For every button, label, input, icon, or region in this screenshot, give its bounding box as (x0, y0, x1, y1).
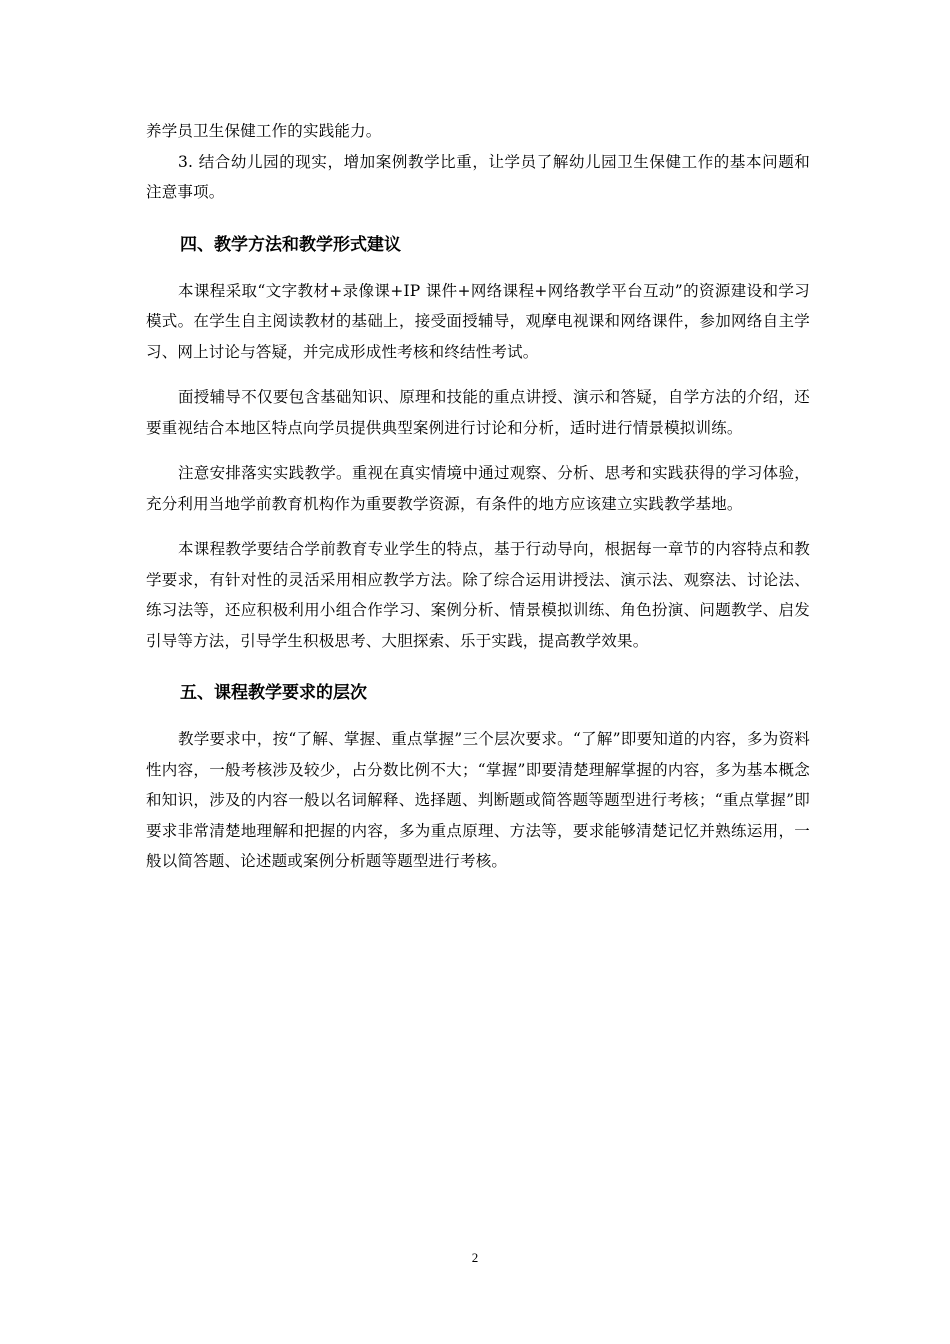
section-4-heading: 四、教学方法和教学形式建议 (180, 234, 401, 255)
section-4-paragraph-1: 本课程采取“文字教材+录像课+IP 课件+网络课程+网络教学平台互动”的资源建设和学习模式。在学生自主阅读教材的基础上，接受面授辅导，观摩电视课和网络课件，参加网络自主学习、网上讨论与答疑，并完成形成性考核和终结性考试。 (146, 281, 810, 361)
section-4-paragraph-3: 注意安排落实实践教学。重视在真实情境中通过观察、分析、思考和实践获得的学习体验，充分利用当地学前教育机构作为重要教学资源，有条件的地方应该建立实践教学基地。 (146, 464, 810, 513)
document-page (146, 116, 810, 877)
fragment-line: 养学员卫生保健工作的实践能力。 (146, 122, 382, 140)
list-item-3: 3. 结合幼儿园的现实，增加案例教学比重，让学员了解幼儿园卫生保健工作的基本问题和注意事项。 (146, 152, 810, 201)
section-5-heading: 五、课程教学要求的层次 (180, 683, 367, 703)
page-number: 2 (471, 1250, 479, 1265)
section-5-paragraph-1: 教学要求中，按“了解、掌握、重点掌握”三个层次要求。“了解”即要知道的内容，多为资料性内容，一般考核涉及较少，占分数比例不大；“掌握”即要清楚理解掌握的内容，多为基本概念和知识，涉及的内容一般以名词解释、选择题、判断题或简答题等题型进行考核；“重点掌握”即要求非常清楚地理解和把握的内容，多为重点原理、方法等，要求能够清楚记忆并熟练运用，一般以简答题、论述题或案例分析题等题型进行考核。 (146, 730, 810, 870)
section-4-paragraph-2: 面授辅导不仅要包含基础知识、原理和技能的重点讲授、演示和答疑，自学方法的介绍，还要重视结合本地区特点向学员提供典型案例进行讨论和分析，适时进行情景模拟训练。 (146, 388, 810, 437)
section-4-paragraph-4: 本课程教学要结合学前教育专业学生的特点，基于行动导向，根据每一章节的内容特点和教学要求，有针对性的灵活采用相应教学方法。除了综合运用讲授法、演示法、观察法、讨论法、练习法等，还应积极利用小组合作学习、案例分析、情景模拟训练、角色扮演、问题教学、启发引导等方法，引导学生积极思考、大胆探索、乐于实践，提高教学效果。 (146, 540, 810, 650)
